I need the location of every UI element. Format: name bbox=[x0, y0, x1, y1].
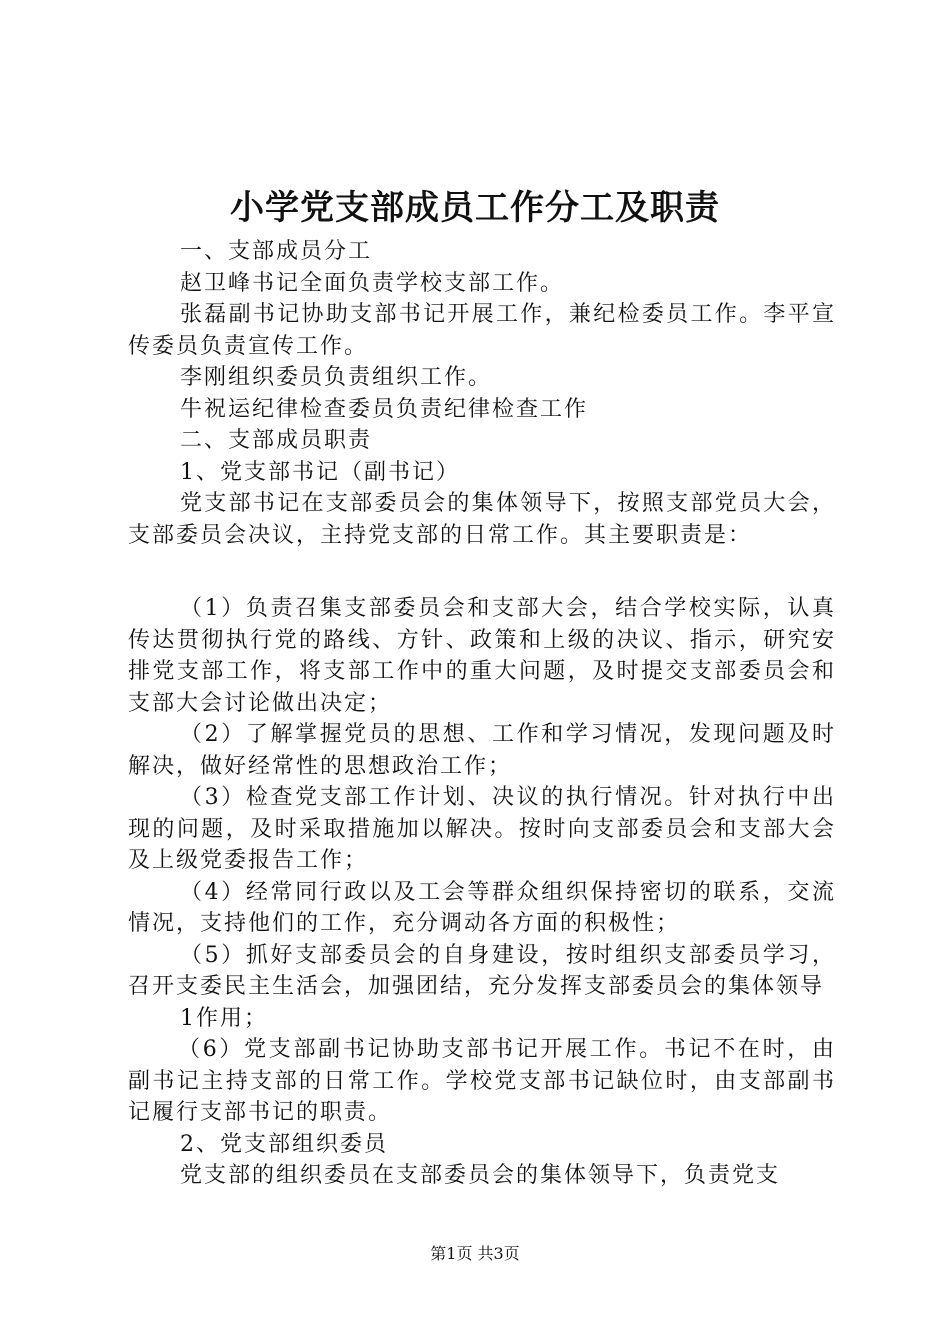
document-title: 小学党支部成员工作分工及职责 bbox=[230, 188, 720, 228]
section-heading: 二、支部成员职责 bbox=[180, 428, 373, 453]
paragraph: 李刚组织委员负责组织工作。 bbox=[180, 365, 493, 390]
list-item: （2）了解掌握党员的思想、工作和学习情况，发现问题及时解决，做好经常性的思想政治工作； bbox=[128, 722, 836, 779]
document-body bbox=[128, 236, 836, 1192]
paragraph: 1作用； bbox=[180, 1005, 268, 1031]
list-item: （6）党支部副书记协助支部书记开展工作。书记不在时，由副书记主持支部的日常工作。学校党支部书记缺位时，由支部副书记履行支部书记的职责。 bbox=[128, 1037, 836, 1125]
list-item: （4）经常同行政以及工会等群众组织保持密切的联系，交流情况，支持他们的工作，充分调动各方面的积极性； bbox=[128, 879, 836, 936]
page-footer: 第1页 共3页 bbox=[430, 1244, 520, 1263]
list-item: （3）检查党支部工作计划、决议的执行情况。针对执行中出现的问题，及时采取措施加以解决。按时向支部委员会和支部大会及上级党委报告工作； bbox=[128, 785, 836, 873]
section-heading: 一、支部成员分工 bbox=[180, 239, 373, 264]
list-item: （1）负责召集支部委员会和支部大会，结合学校实际，认真传达贯彻执行党的路线、方针、政策和上级的决议、指示，研究安排党支部工作，将支部工作中的重大问题，及时提交支部委员会和支部大会讨论做出决定； bbox=[128, 596, 836, 716]
subsection-heading: 1、党支部书记（副书记） bbox=[180, 459, 460, 485]
paragraph: 党支部书记在支部委员会的集体领导下，按照支部党员大会，支部委员会决议，主持党支部的日常工作。其主要职责是： bbox=[128, 491, 836, 548]
paragraph: 赵卫峰书记全面负责学校支部工作。 bbox=[180, 270, 565, 296]
paragraph: 党支部的组织委员在支部委员会的集体领导下，负责党支 bbox=[180, 1163, 781, 1188]
paragraph: 张磊副书记协助支部书记开展工作，兼纪检委员工作。李平宣传委员负责宣传工作。 bbox=[128, 302, 836, 359]
list-item: （5）抓好支部委员会的自身建设，按时组织支部委员学习，召开支委民主生活会，加强团结，充分发挥支部委员会的集体领导 bbox=[128, 942, 836, 999]
paragraph: 牛祝运纪律检查委员负责纪律检查工作 bbox=[180, 396, 589, 422]
subsection-heading: 2、党支部组织委员 bbox=[180, 1131, 388, 1157]
